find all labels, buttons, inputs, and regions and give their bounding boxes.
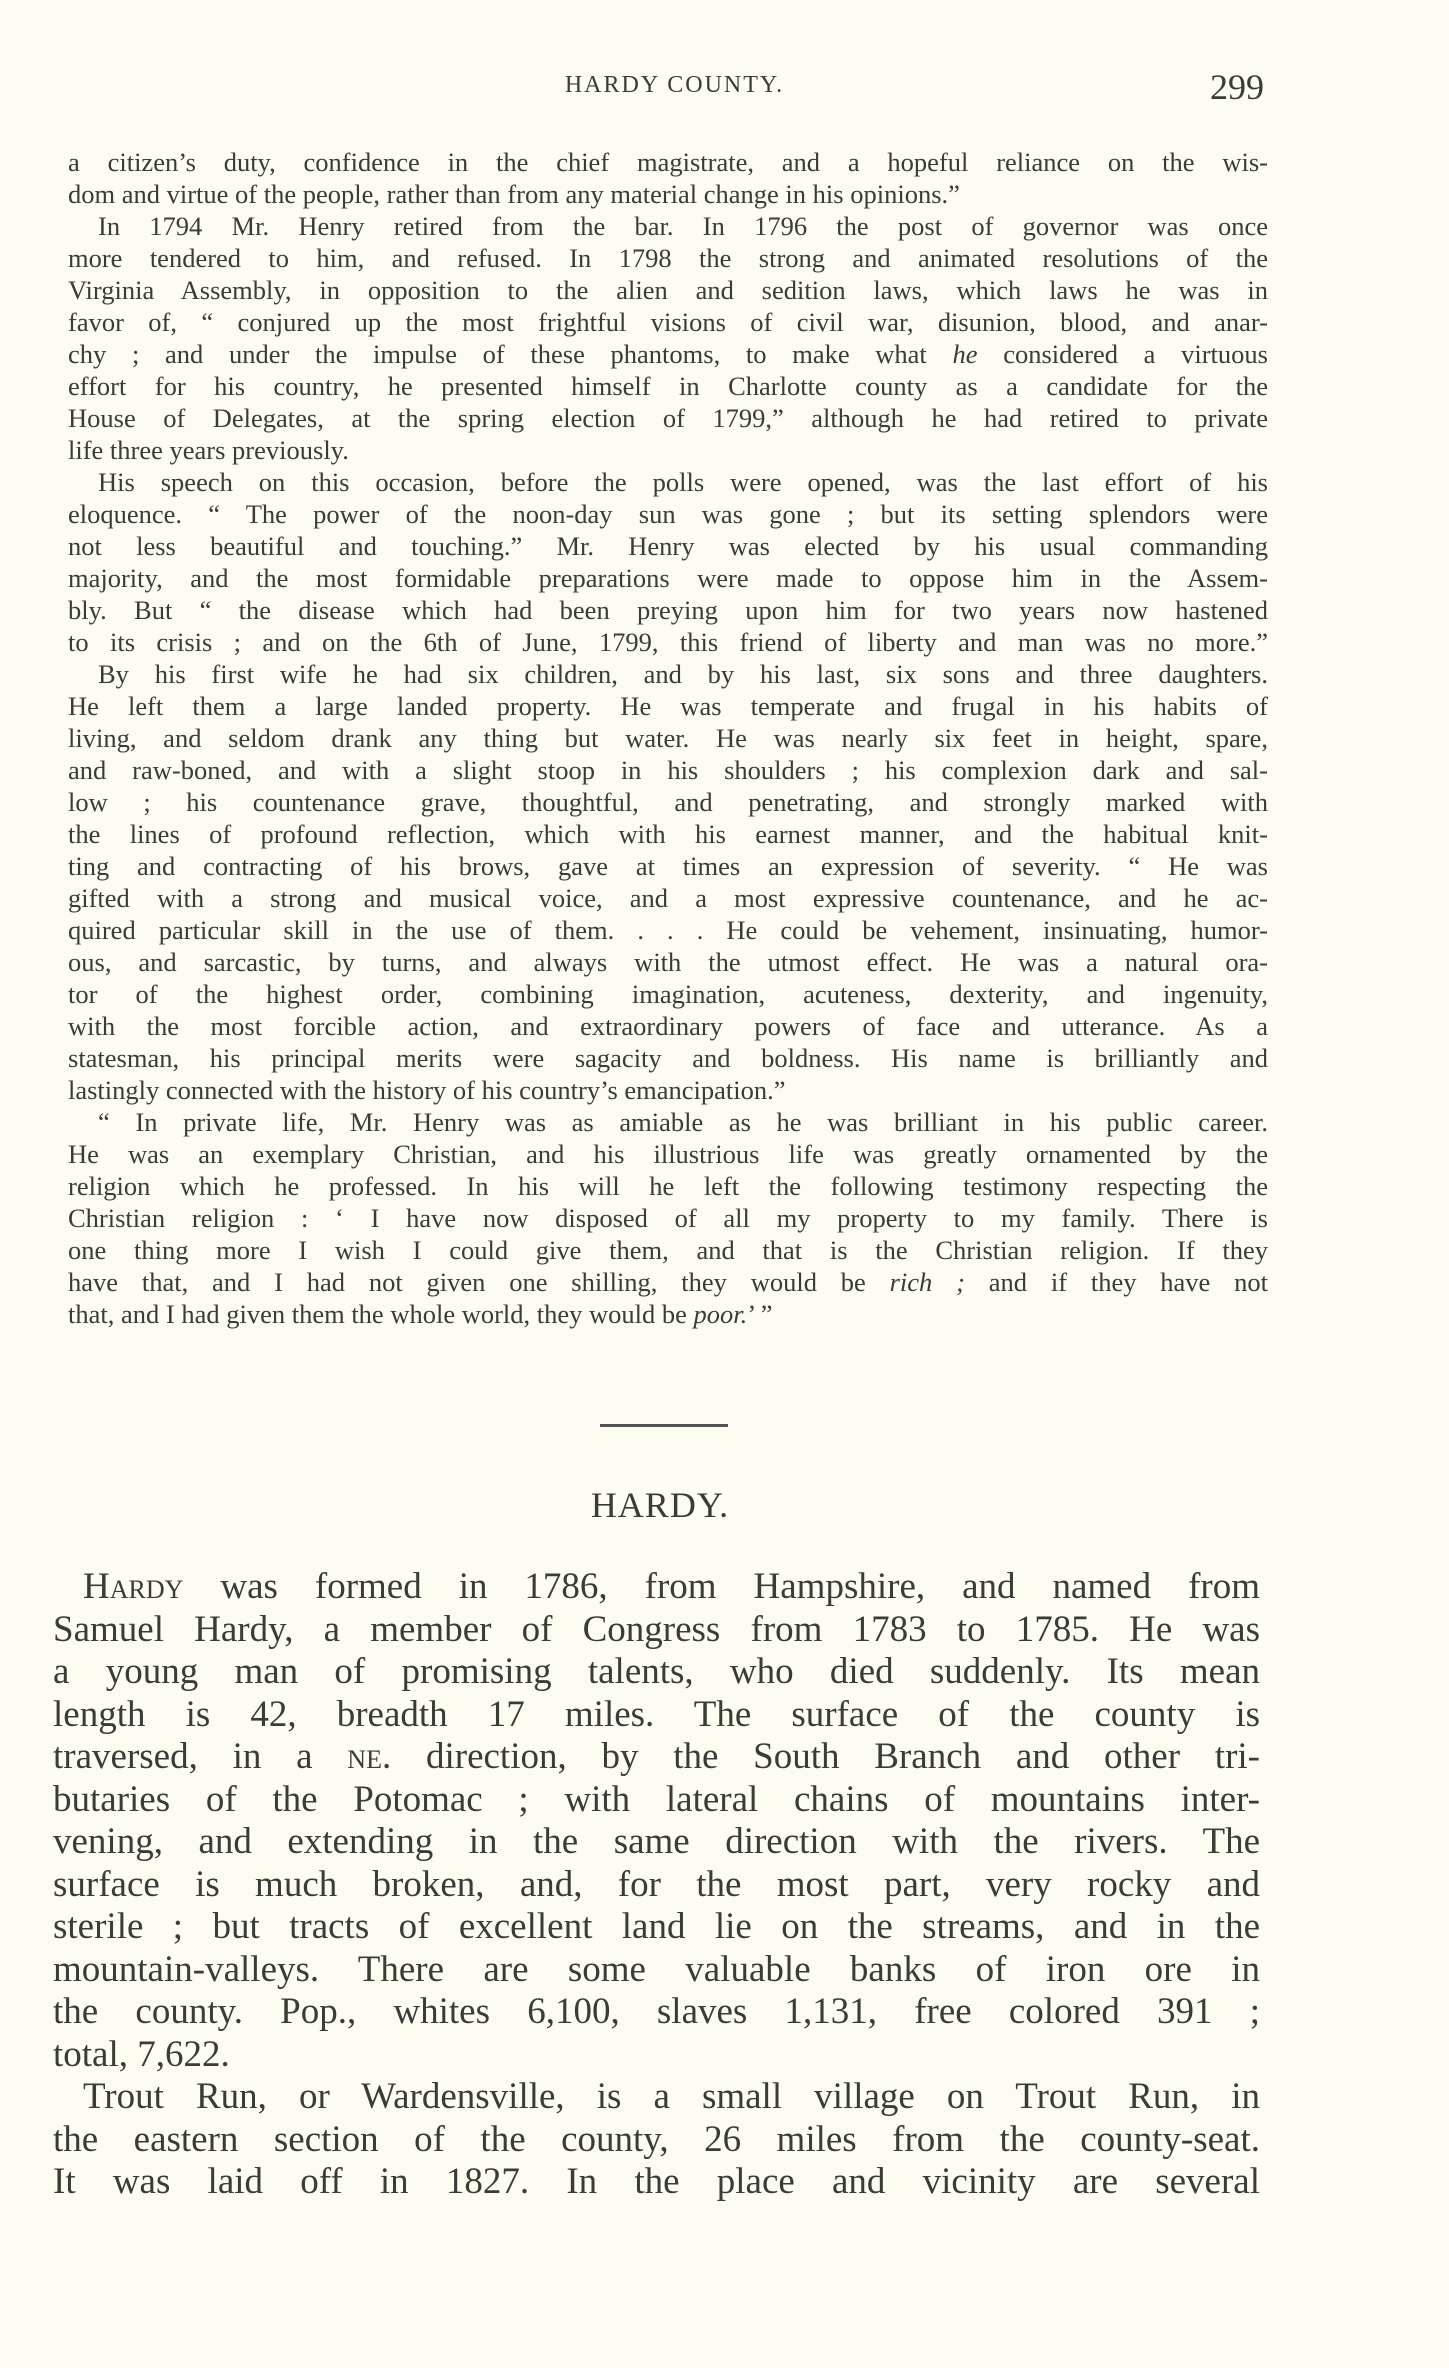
text-segment: dom and virtue of the people, rather than from any material change in his opinions.” [68, 179, 960, 209]
text-line [68, 978, 1268, 1010]
text-line [68, 210, 1268, 242]
text-line [68, 594, 1268, 626]
text-segment: Samuel Hardy, a member of Congress from 1783 to 1785. He was [53, 1608, 1260, 1650]
text-line [68, 306, 1268, 338]
text-segment: that, and I had given them the whole world, they would be [68, 1299, 694, 1329]
text-segment: direction, by the South Branch and other tri- [391, 1736, 1261, 1777]
text-segment: the county. Pop., whites 6,100, slaves 1,131, free colored 391 ; [53, 1991, 1260, 2032]
text-segment: bly. But “ the disease which had been preying upon him for two years now hastened [68, 595, 1268, 625]
text-segment: Trout Run, or Wardensville, is a small village on Trout Run, in [83, 2076, 1260, 2117]
text-line [68, 1234, 1268, 1266]
text-segment: to its crisis ; and on the 6th of June, 1799, this friend of liberty and man was no more.” [68, 627, 1268, 657]
text-segment: length is 42, breadth 17 miles. The surface of the county is [53, 1693, 1260, 1735]
text-segment: He was an exemplary Christian, and his illustrious life was greatly ornamented by the [68, 1139, 1268, 1169]
text-line [53, 1694, 1260, 1737]
text-line [68, 786, 1268, 818]
text-line [68, 690, 1268, 722]
text-segment: gifted with a strong and musical voice, and a most expressive countenance, and he ac- [68, 883, 1268, 913]
text-segment: majority, and the most formidable preparations were made to oppose him in the Assem- [68, 563, 1268, 593]
text-line [53, 1864, 1260, 1907]
text-line [53, 1651, 1260, 1694]
text-line [68, 818, 1268, 850]
text-line [68, 178, 1268, 210]
text-line [68, 1298, 1268, 1330]
text-line [68, 1170, 1268, 1202]
text-segment: His speech on this occasion, before the polls were opened, was the last effort of his [98, 467, 1268, 497]
text-segment: the eastern section of the county, 26 miles from the county-seat. [53, 2118, 1260, 2160]
text-segment: lastingly connected with the history of his country’s emancipation.” [68, 1075, 786, 1105]
text-line [68, 370, 1268, 402]
text-segment: more tendered to him, and refused. In 1798 the strong and animated resolutions of the [68, 243, 1268, 273]
text-segment: surface is much broken, and, for the most part, very rocky and [53, 1863, 1260, 1905]
text-segment: the lines of profound reflection, which with his earnest manner, and the habitual knit- [68, 819, 1268, 849]
text-segment: considered a virtuous [977, 339, 1268, 369]
text-line [68, 242, 1268, 274]
text-segment: He left them a large landed property. He was temperate and frugal in his habits of [68, 691, 1268, 721]
text-segment: Hardy [83, 1566, 184, 1607]
text-segment: ting and contracting of his brows, gave at times an expression of severity. “ He was [68, 851, 1268, 881]
text-line [68, 1010, 1268, 1042]
text-line [53, 1566, 1260, 1609]
text-line [68, 1138, 1268, 1170]
text-segment: low ; his countenance grave, thoughtful, and penetrating, and strongly marked with [68, 787, 1268, 817]
section-title: HARDY. [590, 1485, 730, 1525]
text-segment: religion which he professed. In his will he left the following testimony respecting the [68, 1171, 1268, 1201]
text-segment: life three years previously. [68, 435, 349, 465]
text-line [68, 626, 1268, 658]
text-line [68, 1042, 1268, 1074]
text-line [53, 1906, 1260, 1949]
text-segment: have that, and I had not given one shilling, they would be [68, 1267, 890, 1297]
text-segment: vening, and extending in the same direction with the rivers. The [53, 1821, 1260, 1862]
text-segment: tor of the highest order, combining imagination, acuteness, dexterity, and ingenuity, [68, 979, 1268, 1009]
text-line [68, 498, 1268, 530]
text-segment: and if they have not [964, 1267, 1268, 1297]
text-segment: By his first wife he had six children, and by his last, six sons and three daughters. [98, 659, 1268, 689]
text-line [68, 402, 1268, 434]
text-line [68, 274, 1268, 306]
text-line [68, 338, 1268, 370]
text-segment: quired particular skill in the use of them. . . . He could be vehement, insinuating, humor- [68, 915, 1268, 945]
text-line [53, 1736, 1260, 1779]
running-head: HARDY COUNTY. [564, 72, 785, 98]
text-segment: favor of, “ conjured up the most frightful visions of civil war, disunion, blood, and anar- [68, 307, 1268, 337]
henry-biography-text [68, 146, 1268, 1330]
text-segment: effort for his country, he presented himself in Charlotte county as a candidate for the [68, 371, 1268, 401]
text-segment: butaries of the Potomac ; with lateral chains of mountains inter- [53, 1778, 1260, 1820]
text-segment: and raw-boned, and with a slight stoop in his shoulders ; his complexion dark and sal- [68, 755, 1268, 785]
text-line [68, 146, 1268, 178]
text-line [68, 754, 1268, 786]
text-line [53, 2076, 1260, 2119]
text-segment: Virginia Assembly, in opposition to the alien and sedition laws, which laws he was in [68, 275, 1268, 305]
text-line [68, 466, 1268, 498]
text-segment: Christian religion : ‘ I have now disposed of all my property to my family. There is [68, 1203, 1268, 1233]
text-line [53, 2119, 1260, 2162]
text-line [53, 2034, 1260, 2077]
text-segment: mountain-valleys. There are some valuable banks of iron ore in [53, 1948, 1260, 1990]
text-line [68, 914, 1268, 946]
text-segment: “ In private life, Mr. Henry was as amiable as he was brilliant in his public career. [98, 1107, 1268, 1137]
text-line [68, 434, 1268, 466]
text-line [53, 1779, 1260, 1822]
text-line [68, 1202, 1268, 1234]
text-line [68, 722, 1268, 754]
hardy-county-text [53, 1566, 1260, 2204]
text-line [68, 562, 1268, 594]
text-segment: sterile ; but tracts of excellent land lie on the streams, and in the [53, 1906, 1260, 1947]
text-segment: he [952, 339, 978, 369]
text-line [68, 1106, 1268, 1138]
text-segment: one thing more I wish I could give them, and that is the Christian religion. If they [68, 1235, 1268, 1265]
text-segment: House of Delegates, at the spring election of 1799,” although he had retired to private [68, 403, 1268, 433]
text-line [53, 1821, 1260, 1864]
text-segment: eloquence. “ The power of the noon-day sun was gone ; but its setting splendors were [68, 499, 1268, 529]
text-line [53, 2161, 1260, 2204]
text-line [53, 1609, 1260, 1652]
text-segment: It was laid off in 1827. In the place and vicinity are several [53, 2161, 1260, 2202]
text-segment: rich ; [889, 1267, 965, 1297]
section-divider [600, 1424, 728, 1427]
text-line [68, 882, 1268, 914]
text-segment: total, 7,622. [53, 2033, 230, 2075]
text-line [53, 1949, 1260, 1992]
text-segment: not less beautiful and touching.” Mr. Henry was elected by his usual commanding [68, 531, 1268, 561]
page-number: 299 [1210, 67, 1264, 107]
text-line [68, 850, 1268, 882]
text-segment: In 1794 Mr. Henry retired from the bar. In 1796 the post of governor was once [98, 211, 1268, 241]
text-segment: a young man of promising talents, who died suddenly. Its mean [53, 1651, 1260, 1692]
text-line [68, 530, 1268, 562]
text-segment: ’ ” [747, 1299, 773, 1329]
text-line [68, 1074, 1268, 1106]
text-segment: ous, and sarcastic, by turns, and always with the utmost effect. He was a natural ora- [68, 947, 1268, 977]
text-segment: chy ; and under the impulse of these phantoms, to make what [68, 339, 953, 369]
text-line [68, 946, 1268, 978]
text-line [68, 1266, 1268, 1298]
text-line [68, 658, 1268, 690]
text-segment: a citizen’s duty, confidence in the chief magistrate, and a hopeful reliance on the wis- [68, 147, 1268, 177]
text-segment: with the most forcible action, and extraordinary powers of face and utterance. As a [68, 1011, 1268, 1041]
text-segment: ne. [347, 1736, 392, 1777]
text-segment: was formed in 1786, from Hampshire, and named from [183, 1566, 1260, 1607]
text-segment: poor. [693, 1299, 748, 1329]
text-segment: living, and seldom drank any thing but water. He was nearly six feet in height, spare, [68, 723, 1268, 753]
text-line [53, 1991, 1260, 2034]
text-segment: traversed, in a [53, 1736, 348, 1777]
text-segment: statesman, his principal merits were sagacity and boldness. His name is brilliantly and [68, 1043, 1268, 1073]
